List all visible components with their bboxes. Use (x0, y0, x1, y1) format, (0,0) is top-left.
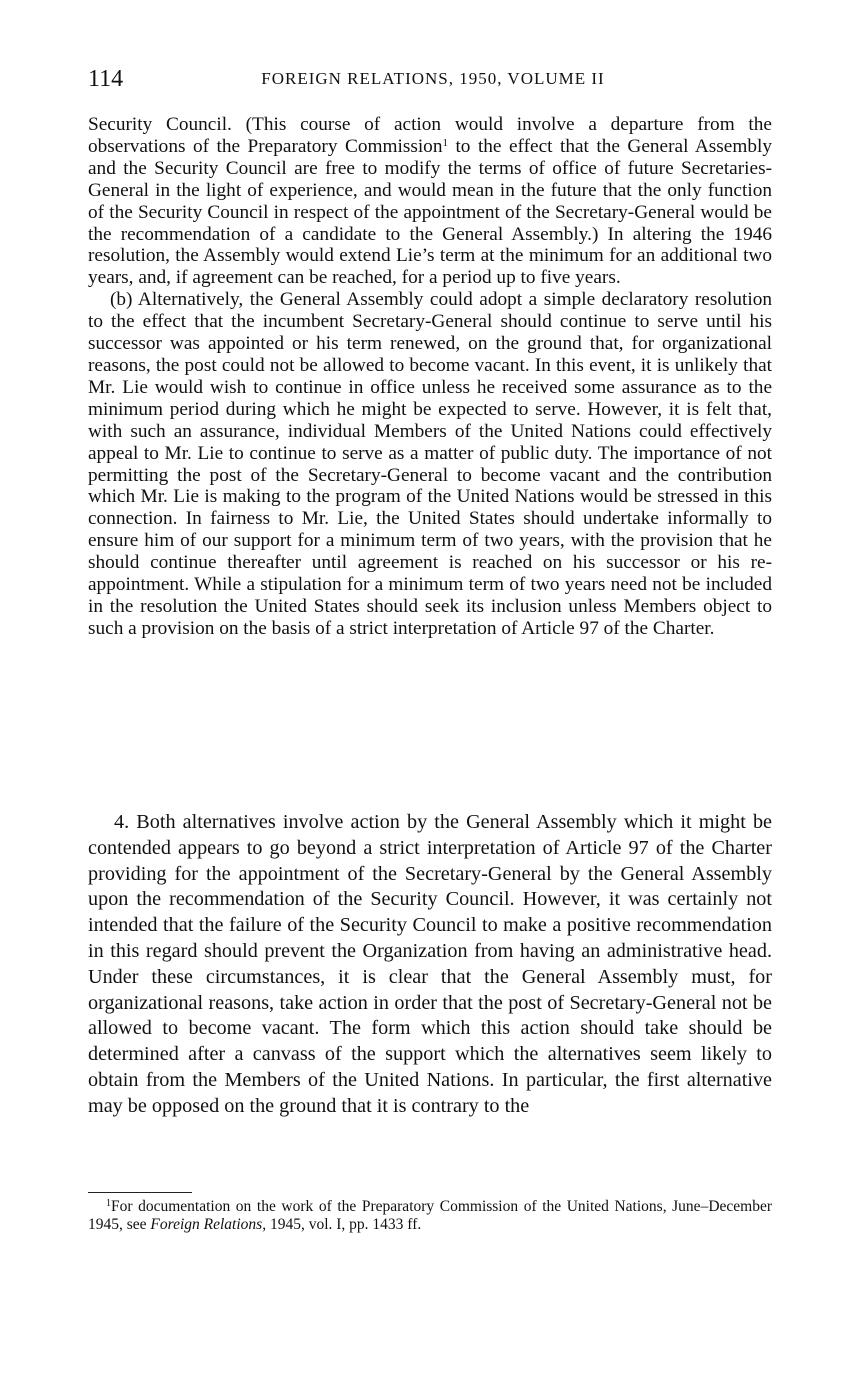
running-title: FOREIGN RELATIONS, 1950, VOLUME II (261, 69, 605, 88)
footnote: $^1$For documentation on the work of the Preparatory Commission of the United Nations, June–December 1945, see Foreign Relations, 1945, vol. I, pp. 1433 ff. (88, 1198, 772, 1233)
paragraph-4: 4. Both alternatives involve action by the General Assembly which it might be contended appears to go beyond a strict interpretation of Article 97 of the Charter providing for the appointment of the Secretary-General by the General Assembly upon the recommendation of the Security Council. However, it was certainly not intended that the failure of the Security Council to make a positive recommendation in this regard should prevent the Organization from having an administrative head. Under these circumstances, it is clear that the General Assembly must, for organizational reasons, take action in order that the post of Secretary-General not be allowed to become vacant. The form which this action should take should be determined after a canvass of the support which the alternatives seem likely to obtain from the Members of the United Nations. In particular, the first alternative may be opposed on the ground that it is contrary to the (88, 811, 772, 1117)
footnote-divider (88, 1192, 192, 1193)
footnote-marker: 1 (106, 1198, 111, 1209)
page-number: 114 (88, 66, 124, 92)
small-text-block (88, 114, 772, 640)
running-head (88, 64, 778, 94)
footnote-ref: 1 (442, 136, 448, 149)
paragraph-b: (b) Alternatively, the General Assembly could adopt a simple declaratory resolution to the effect that the incumbent Secretary-General should continue to serve until his successor was appointed or his term renewed, on the ground that, for organizational reasons, the post could not be allowed to become vacant. In this event, it is unlikely that Mr. Lie would wish to continue in office unless he received some assurance as to the minimum period during which he might be expected to serve. However, it is felt that, with such an assurance, individual Members of the United Nations could effectively appeal to Mr. Lie to continue to serve as a matter of public duty. The importance of not permitting the post of the Secretary-General to become vacant and the contribution which Mr. Lie is making to the program of the United Nations would be stressed in this connection. In fairness to Mr. Lie, the United States should undertake informally to ensure him of our support for a minimum term of two years, with the provision that he should continue thereafter until agreement is reached on his successor or his re-appointment. While a stipulation for a minimum term of two years need not be included in the resolution the United States should seek its inclusion unless Members object to such a provision on the basis of a strict interpretation of Article 97 of the Charter. (88, 289, 772, 639)
large-text-block (88, 810, 772, 1120)
paragraph-a-continued: Security Council. (This course of action would involve a departure from the observations of the Preparatory Commission$^1$ to the effect that the General Assembly and the Security Council are free to modify the terms of office of future Secretaries-General in the light of experience, and would mean in the future that the only function of the Security Council in respect of the appointment of the Secretary-General would be the recommendation of a candidate to the General Assembly.) In altering the 1946 resolution, the Assembly would extend Lie’s term at the minimum for an additional two years, and, if agreement can be reached, for a period up to five years. (88, 114, 772, 289)
footnote-title: Foreign Relations (150, 1215, 263, 1233)
